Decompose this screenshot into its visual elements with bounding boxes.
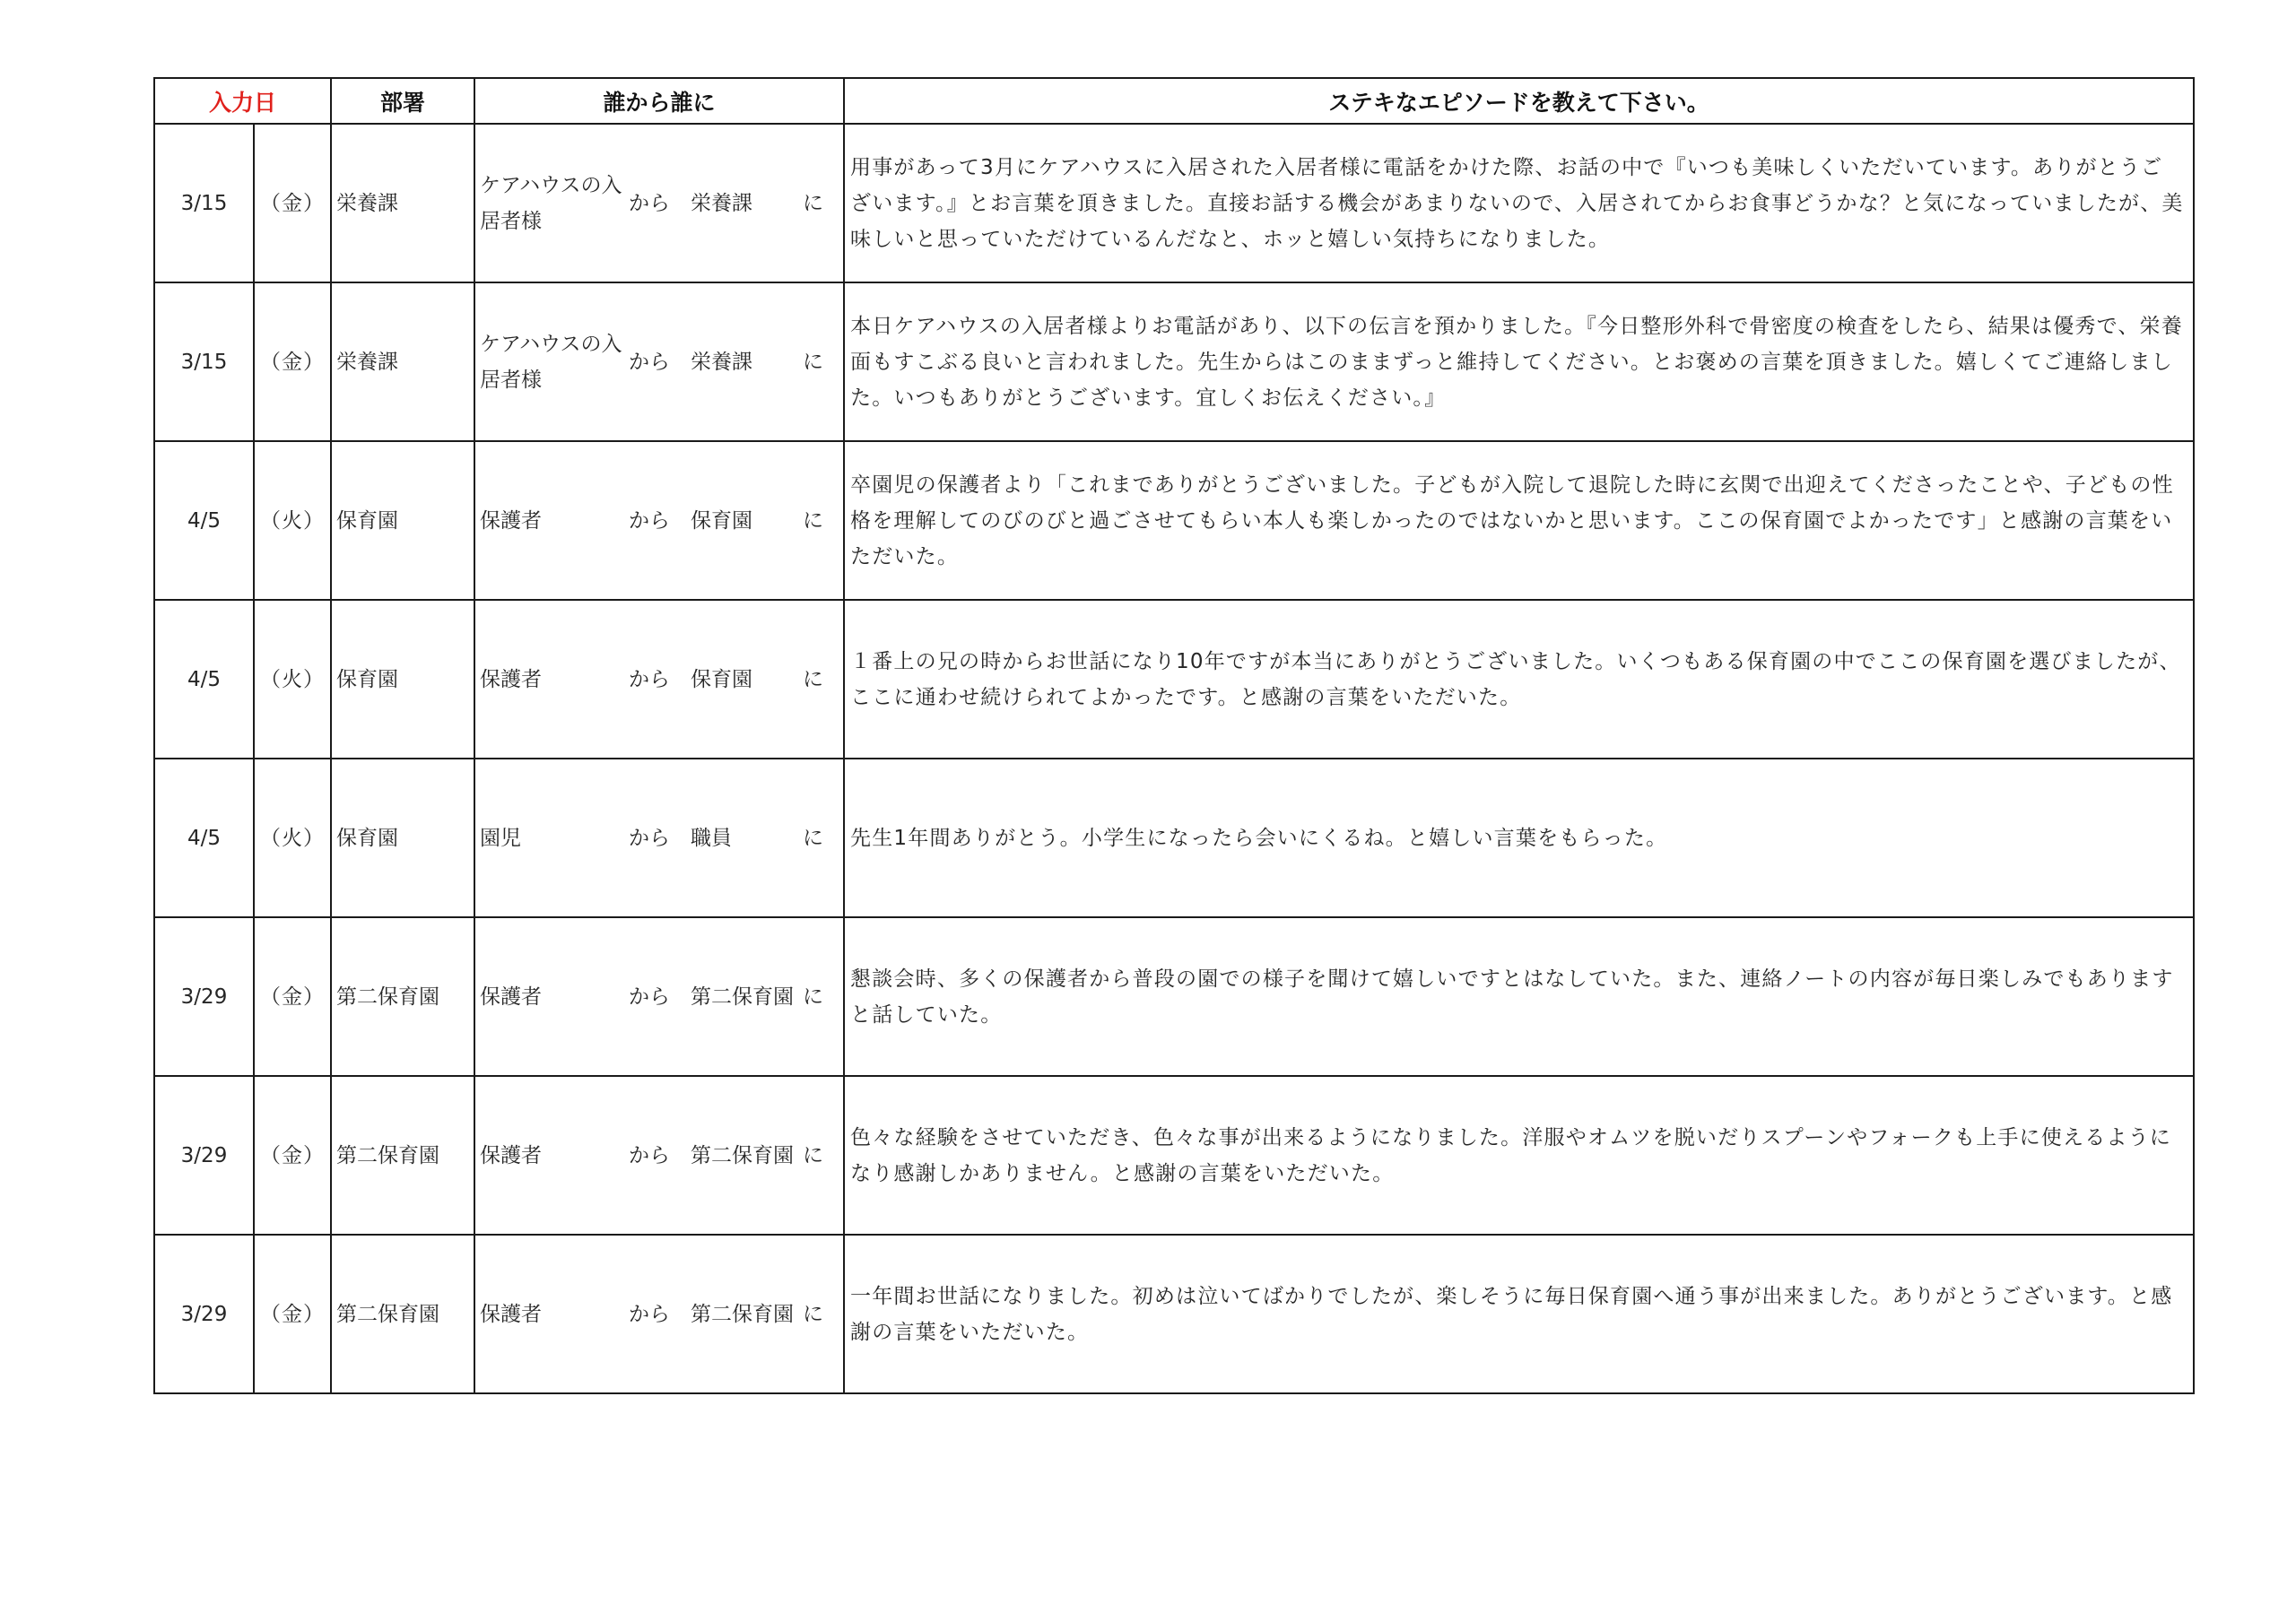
row-episode: 卒園児の保護者より「これまでありがとうございました。子どもが入院して退院した時に玄関で出迎えてくださったことや、子どもの性格を理解してのびのびと過ごさせてもらい本人も楽しかったのではないかと思います。ここの保育園でよかったです」と感謝の言葉をいただいた。 [844, 441, 2194, 600]
row-date: 3/15 [154, 282, 254, 441]
row-date: 4/5 [154, 441, 254, 600]
row-date: 3/29 [154, 1235, 254, 1393]
row-from: 保護者 [480, 508, 543, 533]
row-from-cell [474, 1235, 686, 1393]
table-row [154, 600, 2194, 759]
row-to: 保育園 [691, 508, 753, 533]
row-to: 職員 [691, 826, 733, 850]
row-weekday: （金） [254, 1235, 331, 1393]
header-department: 部署 [331, 78, 474, 124]
row-to: 栄養課 [691, 191, 753, 215]
row-from: 保護者 [480, 1143, 543, 1167]
table-row [154, 1235, 2194, 1393]
header-episode: ステキなエピソードを教えて下さい。 [844, 78, 2194, 124]
row-weekday: （火） [254, 759, 331, 917]
row-date: 4/5 [154, 600, 254, 759]
row-department: 第二保育園 [331, 917, 474, 1076]
row-to-cell [686, 1076, 844, 1235]
episode-table [153, 77, 2195, 1394]
table-row [154, 441, 2194, 600]
row-episode: １番上の兄の時からお世話になり10年ですが本当にありがとうございました。いくつもある保育園の中でここの保育園を選びましたが、ここに通わせ続けられてよかったです。と感謝の言葉をいただいた。 [844, 600, 2194, 759]
row-department: 保育園 [331, 441, 474, 600]
header-row [154, 78, 2194, 124]
row-episode: 用事があって3月にケアハウスに入居された入居者様に電話をかけた際、お話の中で『いつも美味しくいただいています。ありがとうございます。』とお言葉を頂きました。直接お話する機会があまりないので、入居されてからお食事どうかな？と気になっていましたが、美味しいと思っていただけているんだなと、ホッと嬉しい気持ちになりました。 [844, 124, 2194, 282]
from-particle: から [629, 826, 671, 850]
row-to-cell [686, 441, 844, 600]
row-date: 3/29 [154, 917, 254, 1076]
row-date: 3/15 [154, 124, 254, 282]
row-to-cell [686, 124, 844, 282]
row-from: ケアハウスの入居者様 [480, 332, 622, 392]
row-to: 第二保育園 [691, 1302, 795, 1326]
table-row [154, 1076, 2194, 1235]
row-to-cell [686, 917, 844, 1076]
row-department: 栄養課 [331, 282, 474, 441]
row-from: 園児 [480, 826, 522, 850]
row-weekday: （金） [254, 282, 331, 441]
row-to: 第二保育園 [691, 984, 795, 1009]
row-department: 第二保育園 [331, 1076, 474, 1235]
row-date: 4/5 [154, 759, 254, 917]
from-particle: から [629, 508, 671, 533]
row-to-cell [686, 1235, 844, 1393]
row-weekday: （火） [254, 600, 331, 759]
from-particle: から [629, 191, 671, 215]
row-weekday: （火） [254, 441, 331, 600]
from-particle: から [629, 1143, 671, 1167]
row-department: 保育園 [331, 759, 474, 917]
from-particle: から [629, 350, 671, 374]
row-episode: 先生1年間ありがとう。小学生になったら会いにくるね。と嬉しい言葉をもらった。 [844, 759, 2194, 917]
row-department: 栄養課 [331, 124, 474, 282]
row-to-cell [686, 759, 844, 917]
row-from-cell [474, 1076, 686, 1235]
row-episode: 色々な経験をさせていただき、色々な事が出来るようになりました。洋服やオムツを脱いだりスプーンやフォークも上手に使えるようになり感謝しかありません。と感謝の言葉をいただいた。 [844, 1076, 2194, 1235]
row-from-cell [474, 441, 686, 600]
row-from-cell [474, 124, 686, 282]
row-to: 第二保育園 [691, 1143, 795, 1167]
row-from-cell [474, 600, 686, 759]
header-date: 入力日 [154, 78, 331, 124]
row-from: 保護者 [480, 667, 543, 691]
from-particle: から [629, 1302, 671, 1326]
row-from-cell [474, 282, 686, 441]
from-particle: から [629, 667, 671, 691]
row-weekday: （金） [254, 1076, 331, 1235]
to-particle: に [803, 350, 824, 374]
to-particle: に [803, 1143, 824, 1167]
row-date: 3/29 [154, 1076, 254, 1235]
row-from: 保護者 [480, 1302, 543, 1326]
row-from-cell [474, 759, 686, 917]
to-particle: に [803, 667, 824, 691]
row-department: 保育園 [331, 600, 474, 759]
row-from-cell [474, 917, 686, 1076]
row-weekday: （金） [254, 917, 331, 1076]
row-to-cell [686, 282, 844, 441]
table-row [154, 282, 2194, 441]
table-row [154, 759, 2194, 917]
table-row [154, 124, 2194, 282]
row-episode: 本日ケアハウスの入居者様よりお電話があり、以下の伝言を預かりました。『今日整形外科で骨密度の検査をしたら、結果は優秀で、栄養面もすこぶる良いと言われました。先生からはこのままずっと維持してください。とお褒めの言葉を頂きました。嬉しくてご連絡しました。いつもありがとうございます。宜しくお伝えください。』 [844, 282, 2194, 441]
to-particle: に [803, 984, 824, 1009]
table-body [154, 124, 2194, 1393]
header-who-to-whom: 誰から誰に [474, 78, 844, 124]
to-particle: に [803, 508, 824, 533]
from-particle: から [629, 984, 671, 1009]
row-from: ケアハウスの入居者様 [480, 173, 622, 233]
row-from: 保護者 [480, 984, 543, 1009]
table-row [154, 917, 2194, 1076]
row-to: 栄養課 [691, 350, 753, 374]
to-particle: に [803, 826, 824, 850]
row-episode: 一年間お世話になりました。初めは泣いてばかりでしたが、楽しそうに毎日保育園へ通う事が出来ました。ありがとうございます。と感謝の言葉をいただいた。 [844, 1235, 2194, 1393]
to-particle: に [803, 1302, 824, 1326]
row-episode: 懇談会時、多くの保護者から普段の園での様子を聞けて嬉しいですとはなしていた。また、連絡ノートの内容が毎日楽しみでもありますと話していた。 [844, 917, 2194, 1076]
to-particle: に [803, 191, 824, 215]
row-to: 保育園 [691, 667, 753, 691]
row-department: 第二保育園 [331, 1235, 474, 1393]
row-weekday: （金） [254, 124, 331, 282]
row-to-cell [686, 600, 844, 759]
